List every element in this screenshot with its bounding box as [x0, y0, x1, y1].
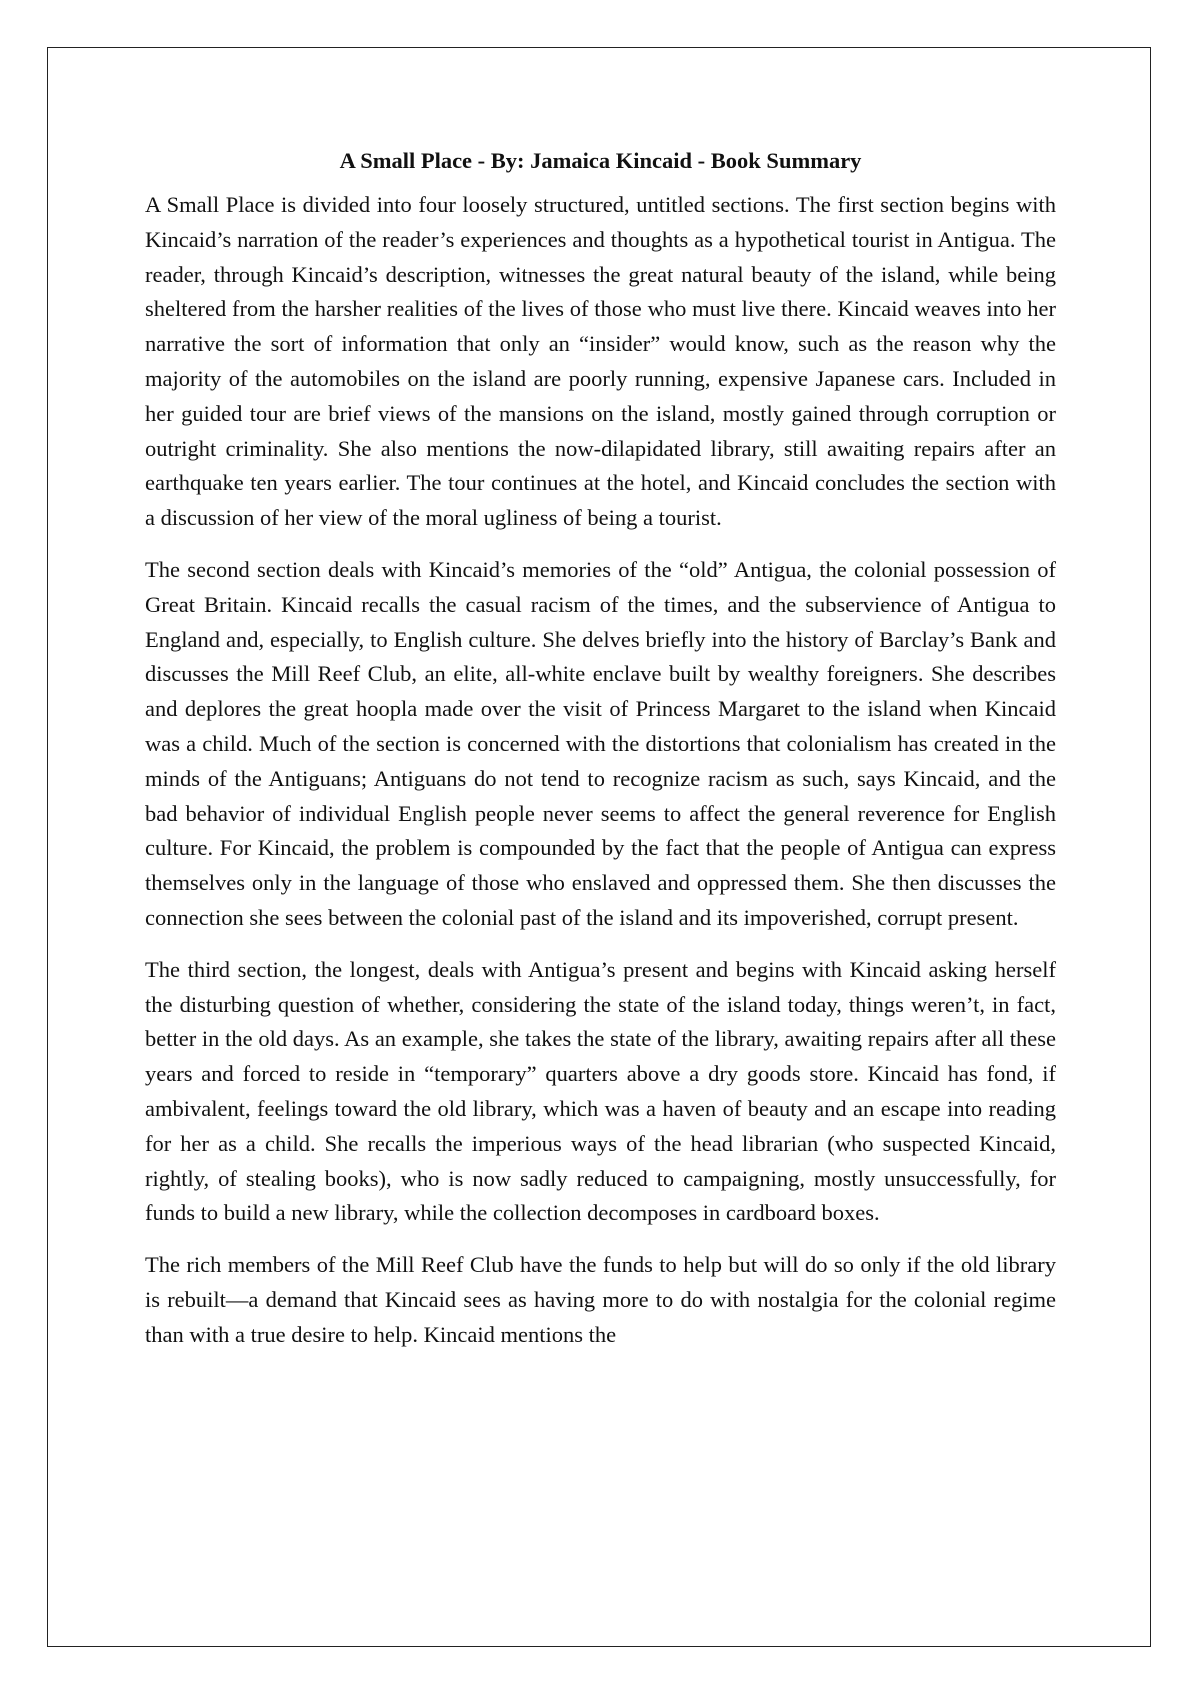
paragraph-section-two: The second section deals with Kincaid’s memories of the “old” Antigua, the colonial possession of Great Britain. Kincaid recalls the casual racism of the times, and the subservience of Antigua to England and, especially, to English culture. She delves briefly into the history of Barclay’s Bank and discusses the Mill Reef Club, an elite, all-white enclave built by wealthy foreigners. She describes and deplores the great hoopla made over the visit of Princess Margaret to the island when Kincaid was a child. Much of the section is concerned with the distortions that colonialism has created in the minds of the Antiguans; Antiguans do not tend to recognize racism as such, says Kincaid, and the bad behavior of individual English people never seems to affect the general reverence for English culture. For Kincaid, the problem is compounded by the fact that the people of Antigua can express themselves only in the language of those who enslaved and oppressed them. She then discusses the connection she sees between the colonial past of the island and its impoverished, corrupt present.: [145, 556, 1056, 930]
paragraph-section-one: A Small Place is divided into four loosely structured, untitled sections. The first section begins with Kincaid’s narration of the reader’s experiences and thoughts as a hypothetical tourist in Antigua. The reader, through Kincaid’s description, witnesses the great natural beauty of the island, while being sheltered from the harsher realities of the lives of those who must live there. Kincaid weaves into her narrative the sort of information that only an “insider” would know, such as the reason why the majority of the automobiles on the island are poorly running, expensive Japanese cars. Included in her guided tour are brief views of the mansions on the island, mostly gained through corruption or outright criminality. She also mentions the now-dilapidated library, still awaiting repairs after an earthquake ten years earlier. The tour continues at the hotel, and Kincaid concludes the section with a discussion of her view of the moral ugliness of being a tourist.: [145, 192, 1056, 531]
paragraph-section-three: The third section, the longest, deals with Antigua’s present and begins with Kincaid asking herself the disturbing question of whether, considering the state of the island today, things weren’t, in fact, better in the old days. As an example, she takes the state of the library, awaiting repairs after all these years and forced to reside in “temporary” quarters above a dry goods store. Kincaid has fond, if ambivalent, feelings toward the old library, which was a haven of beauty and an escape into reading for her as a child. She recalls the imperious ways of the head librarian (who suspected Kincaid, rightly, of stealing books), who is now sadly reduced to campaigning, mostly unsuccessfully, for funds to build a new library, while the collection decomposes in cardboard boxes.: [145, 956, 1056, 1226]
paragraph-section-four: The rich members of the Mill Reef Club have the funds to help but will do so only if the old library is rebuilt—a demand that Kincaid sees as having more to do with nostalgia for the colonial regime than with a true desire to help. Kincaid mentions the: [145, 1252, 1056, 1347]
document-body: [145, 146, 1056, 1370]
document-title: A Small Place - By: Jamaica Kincaid - Book Summary: [339, 148, 862, 173]
